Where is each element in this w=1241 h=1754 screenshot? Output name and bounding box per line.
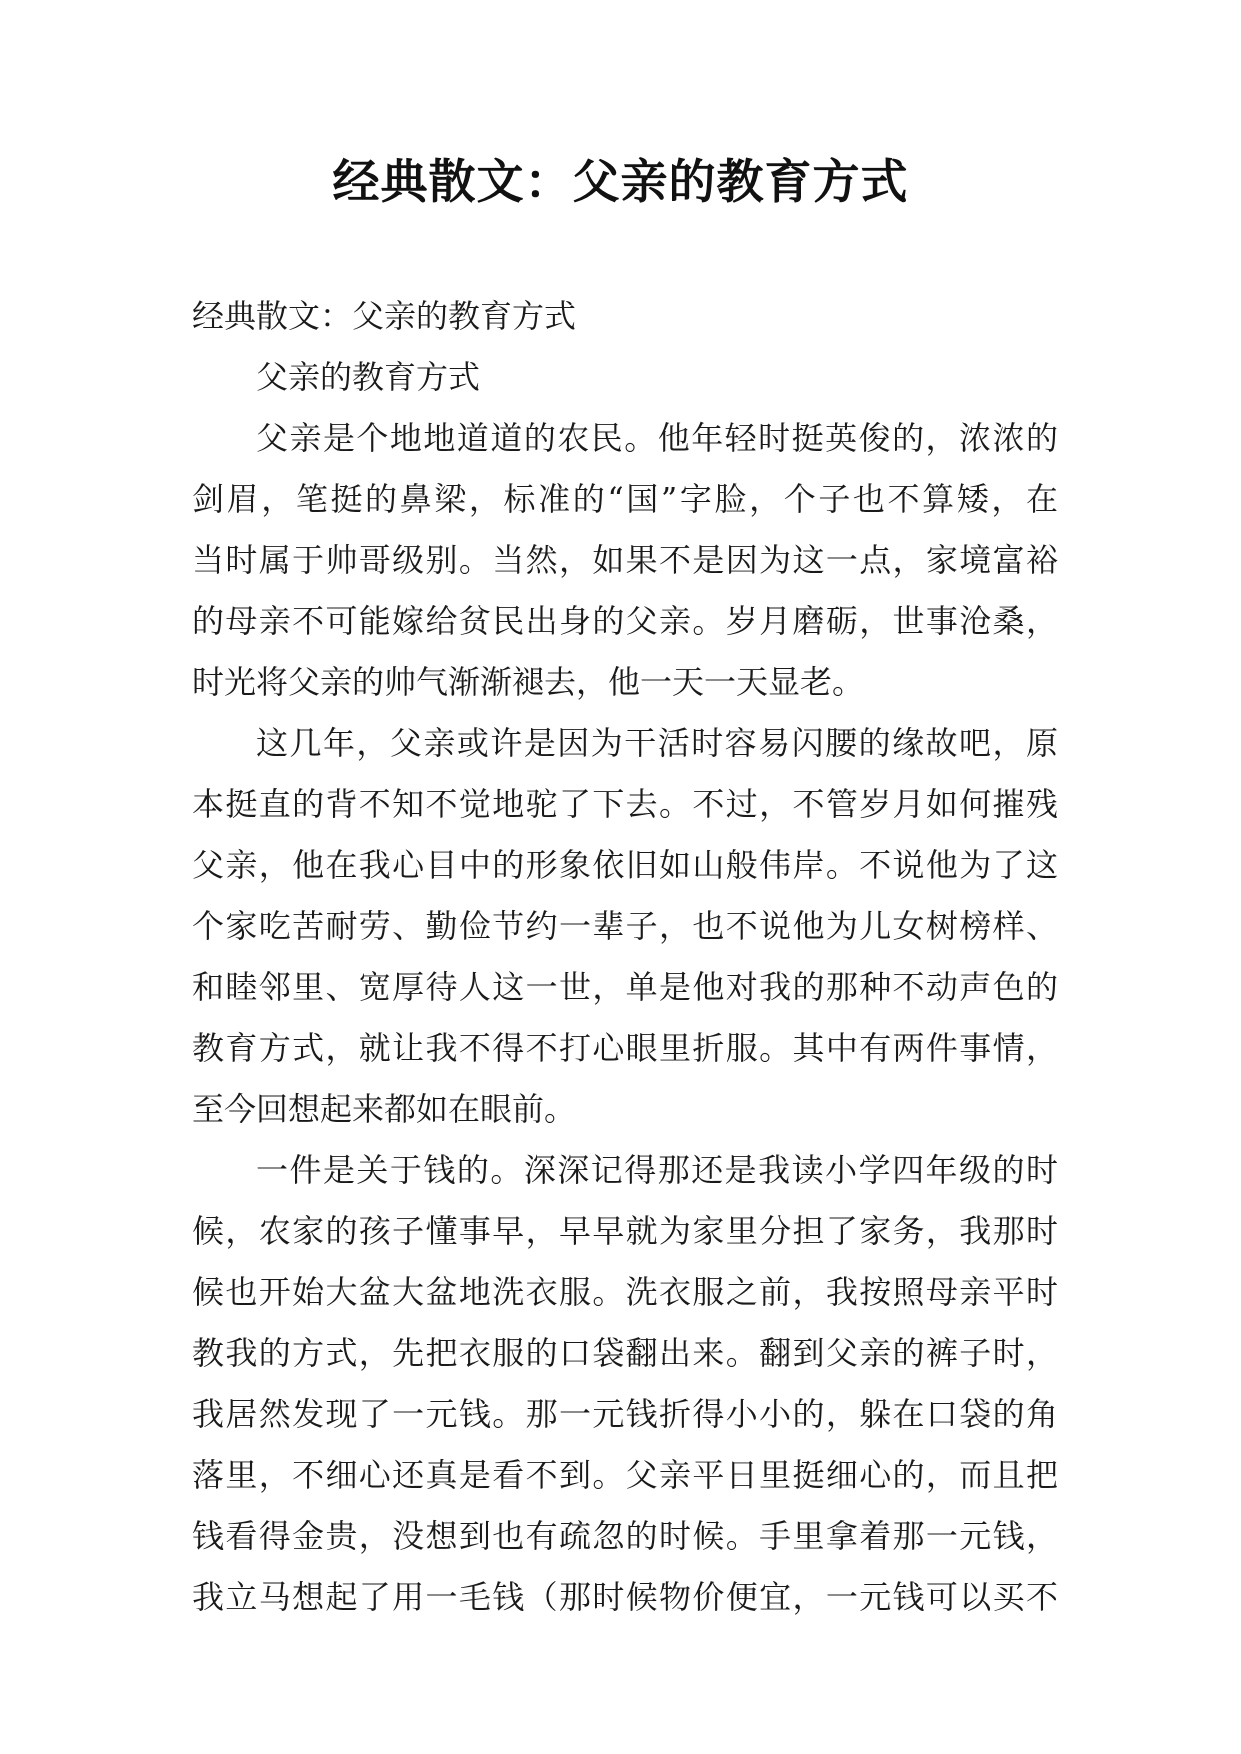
body-text-line: 候，农家的孩子懂事早，早早就为家里分担了家务，我那时 — [192, 1212, 1058, 1250]
body-text-line: 一件是关于钱的。深深记得那还是我读小学四年级的时 — [256, 1151, 1058, 1189]
body-text-line: 我居然发现了一元钱。那一元钱折得小小的，躲在口袋的角 — [192, 1395, 1058, 1433]
body-text-line: 的母亲不可能嫁给贫民出身的父亲。岁月磨砺，世事沧桑， — [192, 602, 1058, 640]
body-text-line: 当时属于帅哥级别。当然，如果不是因为这一点，家境富裕 — [192, 541, 1058, 579]
body-text-line: 我立马想起了用一毛钱（那时候物价便宜，一元钱可以买不 — [192, 1578, 1058, 1616]
document-title: 经典散文：父亲的教育方式 — [332, 155, 909, 210]
body-text-line: 和睦邻里、宽厚待人这一世，单是他对我的那种不动声色的 — [192, 968, 1058, 1006]
body-text-line: 个家吃苦耐劳、勤俭节约一辈子，也不说他为儿女树榜样、 — [192, 907, 1058, 945]
body-text-line: 至今回想起来都如在眼前。 — [192, 1090, 577, 1128]
body-text-line: 父亲，他在我心目中的形象依旧如山般伟岸。不说他为了这 — [192, 846, 1058, 884]
body-text-line: 教育方式，就让我不得不打心眼里折服。其中有两件事情， — [192, 1029, 1058, 1067]
body-text-line: 时光将父亲的帅气渐渐褪去，他一天一天显老。 — [192, 663, 865, 701]
body-text-line: 候也开始大盆大盆地洗衣服。洗衣服之前，我按照母亲平时 — [192, 1273, 1058, 1311]
body-text-line: 经典散文：父亲的教育方式 — [192, 297, 577, 335]
body-text-line: 钱看得金贵，没想到也有疏忽的时候。手里拿着那一元钱， — [192, 1517, 1058, 1555]
body-text-line: 教我的方式，先把衣服的口袋翻出来。翻到父亲的裤子时， — [192, 1334, 1058, 1372]
body-text-line: 本挺直的背不知不觉地驼了下去。不过，不管岁月如何摧残 — [192, 785, 1058, 823]
body-text-line: 落里，不细心还真是看不到。父亲平日里挺细心的，而且把 — [192, 1456, 1058, 1494]
body-text-line: 父亲是个地地道道的农民。他年轻时挺英俊的，浓浓的 — [256, 419, 1058, 457]
body-text-line: 剑眉，笔挺的鼻梁，标准的“国”字脸，个子也不算矮，在 — [192, 480, 1058, 518]
body-text-line: 这几年，父亲或许是因为干活时容易闪腰的缘故吧，原 — [256, 724, 1058, 762]
body-text-line: 父亲的教育方式 — [256, 358, 481, 396]
document-body — [192, 286, 1058, 1628]
